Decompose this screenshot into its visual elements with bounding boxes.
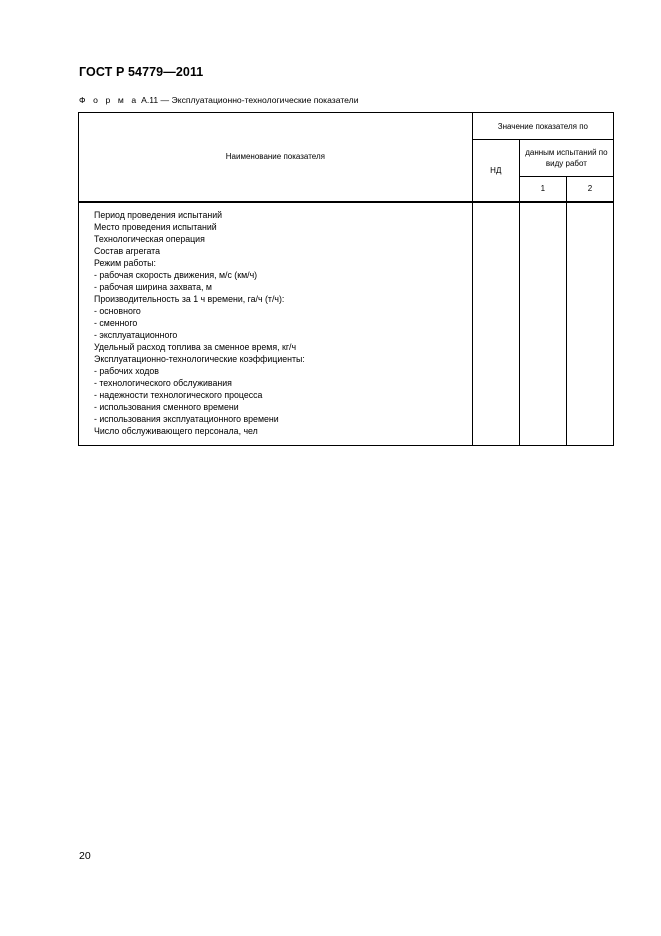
- list-item: - рабочая скорость движения, м/с (км/ч): [94, 269, 258, 280]
- indicator-names-cell: [79, 202, 473, 446]
- list-item: - основного: [94, 305, 141, 316]
- header-indicator-name: Наименование показателя: [79, 113, 473, 202]
- list-item: - рабочая ширина захвата, м: [94, 281, 212, 292]
- list-item: Место проведения испытаний: [94, 221, 217, 232]
- list-item: - использования эксплуатационного времени: [94, 413, 279, 424]
- list-item: - сменного: [94, 317, 138, 328]
- list-item: Период проведения испытаний: [94, 209, 223, 220]
- indicator-list: [79, 203, 472, 437]
- indicators-table: [78, 112, 614, 446]
- header-col-1: 1: [519, 177, 566, 202]
- list-item: - надежности технологического процесса: [94, 389, 263, 400]
- list-item: Эксплуатационно-технологические коэффициенты:: [94, 353, 305, 364]
- list-item: - эксплуатационного: [94, 329, 178, 340]
- page-number: 20: [79, 850, 91, 862]
- header-value-group: Значение показателя по: [472, 113, 613, 140]
- nd-values-cell: [472, 202, 519, 446]
- list-item: - технологического обслуживания: [94, 377, 232, 388]
- list-item: Режим работы:: [94, 257, 156, 268]
- list-item: Состав агрегата: [94, 245, 161, 256]
- header-col-2: 2: [566, 177, 613, 202]
- list-item: Удельный расход топлива за сменное время, кг/ч: [94, 341, 297, 352]
- list-item: Технологическая операция: [94, 233, 205, 244]
- list-item: Производительность за 1 ч времени, га/ч (т/ч):: [94, 293, 285, 304]
- form-title: А.11 — Эксплуатационно-технологические показатели: [141, 95, 359, 105]
- form-label: Ф о р м а: [79, 95, 139, 105]
- test-1-values-cell: [519, 202, 566, 446]
- form-caption: [79, 95, 359, 105]
- document-title: ГОСТ Р 54779—2011: [79, 65, 204, 79]
- header-nd: НД: [472, 140, 519, 202]
- list-item: - использования сменного времени: [94, 401, 239, 412]
- list-item: - рабочих ходов: [94, 365, 159, 376]
- test-2-values-cell: [566, 202, 613, 446]
- header-test-data: данным испытаний по виду работ: [519, 140, 613, 177]
- list-item: Число обслуживающего персонала, чел: [94, 425, 258, 436]
